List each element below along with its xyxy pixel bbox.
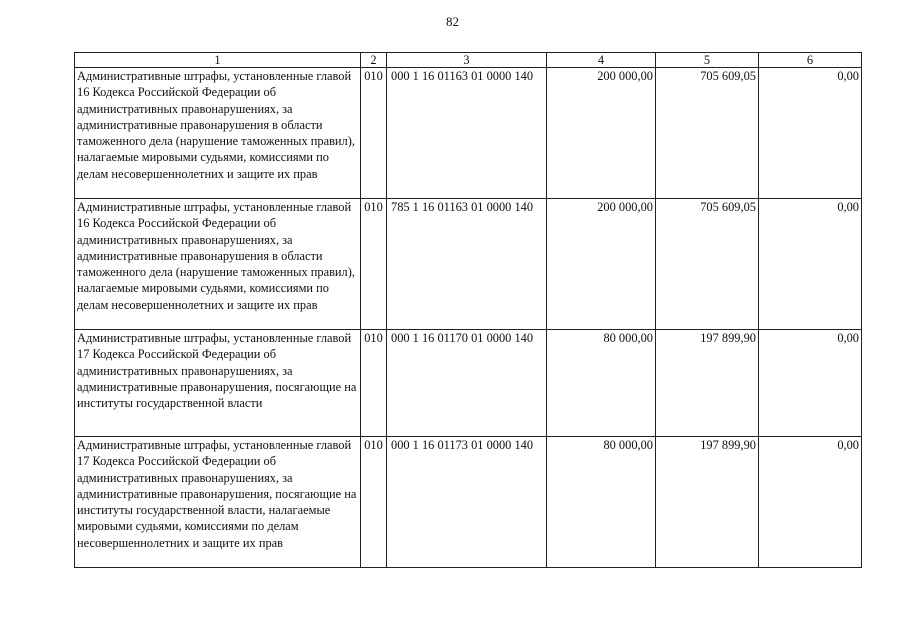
row-col4-cell: 200 000,00	[547, 199, 656, 330]
table-row	[75, 199, 862, 330]
page-number: 82	[446, 14, 459, 29]
table-row	[75, 68, 862, 199]
row-kbk-cell: 000 1 16 01173 01 0000 140	[387, 437, 547, 568]
column-header-3: 3	[387, 53, 547, 68]
row-col4-cell: 80 000,00	[547, 330, 656, 437]
row-col5-cell: 705 609,05	[656, 68, 759, 199]
row-col5-cell: 705 609,05	[656, 199, 759, 330]
column-header-6: 6	[759, 53, 862, 68]
row-kbk-cell: 785 1 16 01163 01 0000 140	[387, 199, 547, 330]
table-row	[75, 330, 862, 437]
table-row	[75, 437, 862, 568]
row-col6-cell: 0,00	[759, 437, 862, 568]
row-col6-cell: 0,00	[759, 330, 862, 437]
row-col5-cell: 197 899,90	[656, 437, 759, 568]
row-kbk-cell: 000 1 16 01163 01 0000 140	[387, 68, 547, 199]
budget-table	[74, 52, 862, 568]
row-code-cell: 010	[361, 68, 387, 199]
column-header-2: 2	[361, 53, 387, 68]
row-name-cell: Административные штрафы, установленные главой 17 Кодекса Российской Федерации об административных правонарушениях, за административные правонарушения, посягающие на институты государственной власти	[75, 330, 361, 437]
row-col4-cell: 200 000,00	[547, 68, 656, 199]
column-header-5: 5	[656, 53, 759, 68]
row-code-cell: 010	[361, 330, 387, 437]
row-name-cell: Административные штрафы, установленные главой 16 Кодекса Российской Федерации об административных правонарушениях, за административные правонарушения в области таможенного дела (нарушение таможенных правил), налагаемые мировыми судьями, комиссиями по делам несовершеннолетних и защите их прав	[75, 68, 361, 199]
row-col6-cell: 0,00	[759, 199, 862, 330]
row-code-cell: 010	[361, 199, 387, 330]
column-header-1: 1	[75, 53, 361, 68]
row-name-cell: Административные штрафы, установленные главой 16 Кодекса Российской Федерации об административных правонарушениях, за административные правонарушения в области таможенного дела (нарушение таможенных правил), налагаемые мировыми судьями, комиссиями по делам несовершеннолетних и защите их прав	[75, 199, 361, 330]
row-col5-cell: 197 899,90	[656, 330, 759, 437]
row-name-cell: Административные штрафы, установленные главой 17 Кодекса Российской Федерации об административных правонарушениях, за административные правонарушения, посягающие на институты государственной власти, налагаемые мировыми судьями, комиссиями по делам несовершеннолетних и защите их прав	[75, 437, 361, 568]
row-code-cell: 010	[361, 437, 387, 568]
table-header-row	[75, 53, 862, 68]
column-header-4: 4	[547, 53, 656, 68]
row-col6-cell: 0,00	[759, 68, 862, 199]
row-col4-cell: 80 000,00	[547, 437, 656, 568]
row-kbk-cell: 000 1 16 01170 01 0000 140	[387, 330, 547, 437]
